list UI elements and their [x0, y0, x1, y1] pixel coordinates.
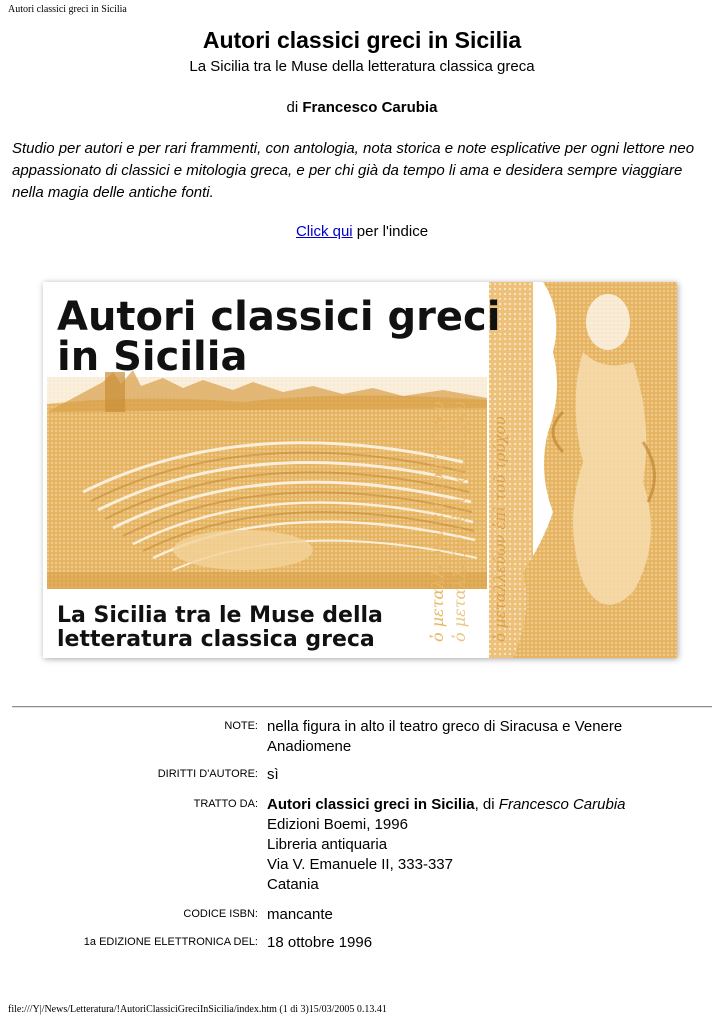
meta-label-source: TRATTO DA: — [193, 798, 258, 810]
meta-value-note: nella figura in alto il teatro greco di Siracusa e Venere Anadiomene — [267, 718, 623, 755]
source-city: Catania — [267, 876, 319, 893]
meta-label-note: NOTE: — [224, 720, 258, 732]
source-address: Via V. Emanuele II, 333-337 — [267, 856, 453, 873]
banner-bottom-line-2: letteratura classica greca — [57, 627, 375, 652]
greek-text-column-2: ὁ μεταλλεύων ἐπὶ τοῦ τρύχου — [450, 401, 469, 642]
cover-banner — [43, 282, 677, 658]
source-author: Francesco Carubia — [498, 796, 626, 813]
author-prefix: di — [286, 99, 299, 116]
greek-text-column-1: ὁ μεταλλεύων ἐπὶ τοῦ τρύχου — [428, 401, 447, 642]
source-separator: , di — [474, 796, 499, 813]
source-shop: Libreria antiquaria — [267, 836, 388, 853]
meta-label-isbn: CODICE ISBN: — [183, 908, 258, 920]
intro-paragraph: Studio per autori e per rari frammenti, con antologia, nota storica e note esplicative per ogni lettore neo appassionato di classici e mitologia greca, e per chi già da tempo li ama e desidera sempre viaggiare nella magia delle antiche fonti. — [12, 140, 695, 201]
meta-value-source — [267, 795, 707, 895]
banner-bottom-line-1: La Sicilia tra le Muse della — [57, 603, 383, 628]
banner-title-line-2: in Sicilia — [57, 334, 248, 380]
horizontal-divider — [12, 706, 712, 708]
venus-illustration — [489, 282, 677, 658]
index-link[interactable]: Click qui — [295, 223, 353, 240]
index-suffix: per l'indice — [352, 223, 429, 240]
meta-value-rights: sì — [267, 766, 279, 783]
cover-banner-image — [43, 282, 677, 658]
page-title: Autori classici greci in Sicilia — [202, 27, 522, 53]
browser-page-footer: file:///Y|/News/Letteratura/!AutoriClassiciGreciInSicilia/index.htm (1 di 3)15/03/2005 0.13.41 — [8, 1004, 387, 1015]
meta-label-rights: DIRITTI D'AUTORE: — [157, 768, 258, 780]
page-subtitle: La Sicilia tra le Muse della letteratura classica greca — [189, 58, 535, 75]
meta-label-edition: 1a EDIZIONE ELETTRONICA DEL: — [83, 936, 258, 948]
author-line — [0, 99, 724, 116]
meta-value-isbn: mancante — [267, 906, 333, 923]
greek-text-column-3: ὁ μεταλλεύων ἐπὶ τοῦ τρύχου — [491, 416, 509, 642]
index-line — [0, 223, 724, 240]
author-name: Francesco Carubia — [302, 99, 438, 116]
source-publisher: Edizioni Boemi, 1996 — [267, 816, 408, 833]
meta-value-edition: 18 ottobre 1996 — [267, 934, 373, 951]
banner-title-line-1: Autori classici greci — [57, 294, 501, 340]
browser-page-header: Autori classici greci in Sicilia — [8, 4, 127, 15]
source-book-title: Autori classici greci in Sicilia — [267, 796, 475, 813]
